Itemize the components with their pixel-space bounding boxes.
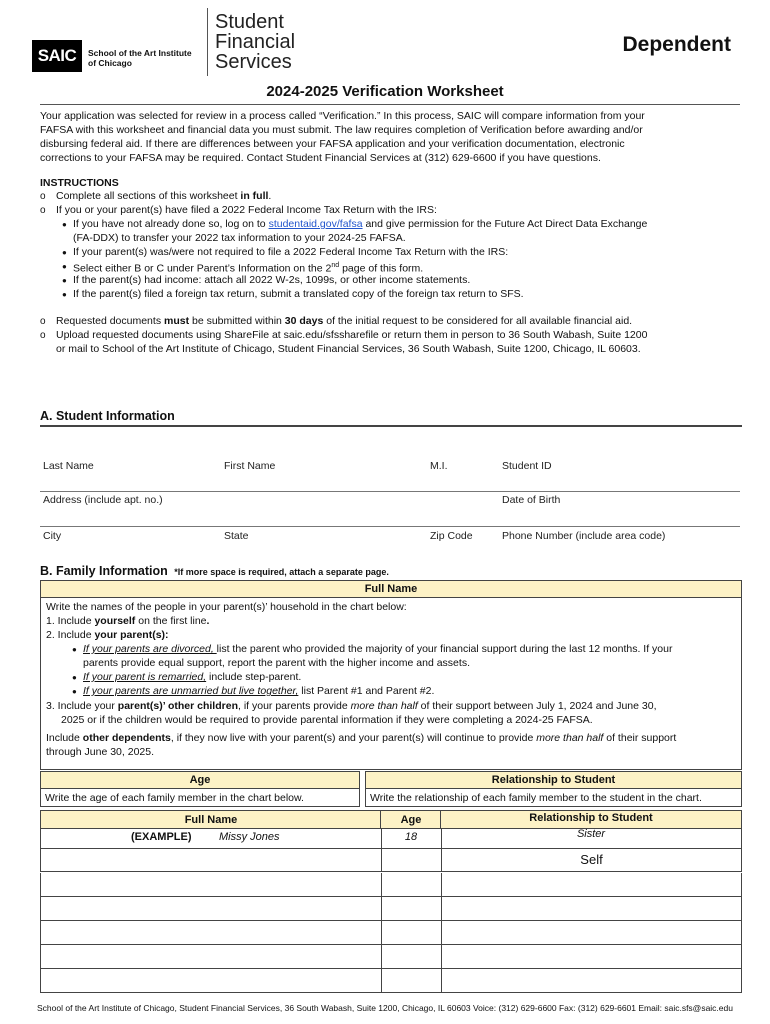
school-name-line2: of Chicago	[88, 58, 132, 68]
age-description: Write the age of each family member in the chart below.	[45, 792, 304, 804]
family-step-3: 3. Include your parent(s)’ other children, if your parents provide more than half of their support between July 1, 2024 and June 30,	[46, 700, 657, 712]
phone-number-field[interactable]: Phone Number (include area code)	[502, 530, 666, 542]
zip-code-field[interactable]: Zip Code	[430, 530, 473, 542]
dot-bullet-icon: ●	[62, 290, 67, 299]
grid-rel-header: Relationship to Student	[529, 812, 653, 824]
section-a-rule	[40, 425, 742, 427]
section-b-heading-row	[40, 562, 389, 580]
title-rule	[40, 104, 740, 105]
family-step-3-cont: 2025 or if the children would be required to provide parental information if they were completing a 2024-25 FAFSA.	[61, 714, 593, 726]
relationship-header: Relationship to Student	[491, 774, 616, 786]
family-row	[40, 897, 742, 921]
section-b-heading: B. Family Information	[40, 564, 168, 578]
field-rule	[40, 526, 740, 527]
intro-paragraph	[40, 109, 740, 165]
relationship-instructions-box	[365, 771, 742, 807]
family-age-cell[interactable]	[382, 945, 442, 968]
instruction-item-4: Upload requested documents using ShareFile at saic.edu/sfssharefile or return them in person to 36 South Wabash, Suite 1200	[56, 329, 648, 341]
dot-bullet-icon: ●	[72, 687, 77, 696]
family-step-2: 2. Include your parent(s):	[46, 629, 169, 641]
family-bullet-divorced-cont: parents provide equal support, report the parent with the higher income and assets.	[83, 657, 470, 669]
instruction-sub-5: If the parent(s) filed a foreign tax return, submit a translated copy of the foreign tax return to SFS.	[73, 288, 524, 300]
family-bullet-divorced: If your parents are divorced, list the parent who provided the majority of your financial support during the last 12 months. If your	[83, 643, 673, 655]
full-name-header: Full Name	[364, 583, 418, 595]
family-name-cell[interactable]	[41, 897, 382, 920]
family-name-cell[interactable]	[41, 969, 382, 992]
circle-bullet-icon: o	[40, 330, 46, 341]
example-relationship: Sister	[576, 828, 606, 840]
instruction-sub-4: If the parent(s) had income: attach all 2022 W-2s, 1099s, or other income statements.	[73, 274, 471, 286]
intro-line: Your application was selected for review in a process called “Verification.” In this process, SAIC will compare information from your	[40, 110, 645, 122]
grid-name-header: Full Name	[184, 814, 238, 826]
instruction-item-2: If you or your parent(s) have filed a 2022 Federal Income Tax Return with the IRS:	[56, 204, 437, 216]
full-name-instructions-box	[40, 580, 742, 770]
family-name-cell[interactable]	[41, 873, 382, 896]
circle-bullet-icon: o	[40, 191, 46, 202]
relationship-description: Write the relationship of each family member to the student in the chart.	[370, 792, 702, 804]
sfs-line1: Student	[215, 11, 284, 33]
middle-initial-field[interactable]: M.I.	[430, 460, 448, 472]
last-name-field[interactable]: Last Name	[43, 460, 94, 472]
grid-age-header: Age	[400, 814, 422, 826]
page-footer: School of the Art Institute of Chicago, Student Financial Services, 36 South Wabash, Suite 1200, Chicago, IL 60603 Voice: (312) 629-6600 Fax: (312) 629-6601 Email: saic.sfs@saic.edu	[37, 1003, 733, 1013]
saic-logo: SAIC	[32, 40, 82, 72]
instruction-item-4-cont: or mail to School of the Art Institute of Chicago, Student Financial Services, 36 South Wabash, Suite 1200, Chicago, IL 60603.	[56, 343, 641, 355]
family-name-cell[interactable]	[41, 945, 382, 968]
family-name-cell[interactable]	[41, 849, 382, 872]
family-name-cell[interactable]	[41, 921, 382, 944]
dot-bullet-icon: ●	[62, 248, 67, 257]
section-b-note: *If more space is required, attach a separate page.	[174, 567, 389, 577]
dot-bullet-icon: ●	[62, 276, 67, 285]
family-row	[40, 921, 742, 945]
family-bullet-remarried: If your parent is remarried, include step-parent.	[83, 671, 302, 683]
family-row	[40, 873, 742, 897]
circle-bullet-icon: o	[40, 316, 46, 327]
section-a-heading: A. Student Information	[40, 409, 175, 423]
example-label: (EXAMPLE)	[131, 831, 192, 843]
dot-bullet-icon: ●	[62, 262, 67, 271]
dot-bullet-icon: ●	[72, 673, 77, 682]
first-name-field[interactable]: First Name	[224, 460, 276, 472]
family-row	[40, 848, 742, 872]
example-age: 18	[404, 831, 418, 843]
age-instructions-box	[40, 771, 360, 807]
school-name	[88, 48, 192, 68]
family-relationship-cell[interactable]: Self	[580, 852, 603, 867]
sfs-logo	[215, 12, 295, 72]
family-age-cell[interactable]	[382, 849, 442, 872]
other-dependents-cont: through June 30, 2025.	[46, 746, 155, 758]
other-dependents: Include other dependents, if they now live with your parent(s) and your parent(s) will continue to provide more than half of their support	[46, 732, 677, 744]
instruction-sub-2: If your parent(s) was/were not required to file a 2022 Federal Income Tax Return with the IRS:	[73, 246, 509, 258]
logo-divider	[207, 8, 208, 76]
sfs-line3: Services	[215, 51, 292, 73]
instruction-sub-1-cont: (FA-DDX) to transfer your 2022 tax information to your 2024-25 FAFSA.	[73, 232, 406, 244]
family-age-cell[interactable]	[382, 897, 442, 920]
circle-bullet-icon: o	[40, 205, 46, 216]
instructions-heading: INSTRUCTIONS	[40, 177, 119, 189]
intro-line: corrections to your FAFSA may be required. Contact Student Financial Services at (312) 629-6600 if you have questions.	[40, 152, 601, 164]
instruction-sub-1: If you have not already done so, log on to studentaid.gov/fafsa and give permission for the Future Act Direct Data Exchange	[73, 218, 648, 230]
age-header: Age	[189, 774, 211, 786]
studentaid-link[interactable]: studentaid.gov/fafsa	[268, 218, 363, 230]
family-intro: Write the names of the people in your parent(s)’ household in the chart below:	[46, 601, 407, 613]
page-title: 2024-2025 Verification Worksheet	[266, 83, 504, 100]
school-name-line1: School of the Art Institute	[88, 48, 192, 58]
student-id-field[interactable]: Student ID	[502, 460, 552, 472]
intro-line: FAFSA with this worksheet and financial data you must submit. The law requires completion of Verification before awarding and/or	[40, 124, 643, 136]
family-age-cell[interactable]	[382, 873, 442, 896]
dot-bullet-icon: ●	[62, 220, 67, 229]
instruction-sub-3: Select either B or C under Parent’s Information on the 2nd page of this form.	[73, 262, 424, 275]
family-row	[40, 945, 742, 969]
sfs-line2: Financial	[215, 31, 296, 53]
family-step-1: 1. Include yourself on the first line.	[46, 615, 210, 627]
family-age-cell[interactable]	[382, 969, 442, 992]
state-field[interactable]: State	[224, 530, 249, 542]
family-row	[40, 969, 742, 993]
intro-line: disbursing federal aid. If there are differences between your FAFSA application and your verification documentation, electronic	[40, 138, 625, 150]
family-bullet-unmarried: If your parents are unmarried but live together, list Parent #1 and Parent #2.	[83, 685, 435, 697]
address-field[interactable]: Address (include apt. no.)	[43, 494, 163, 506]
date-of-birth-field[interactable]: Date of Birth	[502, 494, 561, 506]
family-age-cell[interactable]	[382, 921, 442, 944]
status-heading: Dependent	[622, 33, 731, 56]
city-field[interactable]: City	[43, 530, 62, 542]
dot-bullet-icon: ●	[72, 645, 77, 654]
family-grid-header	[40, 810, 742, 848]
field-rule	[40, 491, 740, 492]
instruction-item-3: Requested documents must be submitted within 30 days of the initial request to be considered for all available financial aid.	[56, 315, 633, 327]
example-name: Missy Jones	[219, 831, 280, 843]
instruction-item-1: Complete all sections of this worksheet in full.	[56, 190, 272, 202]
